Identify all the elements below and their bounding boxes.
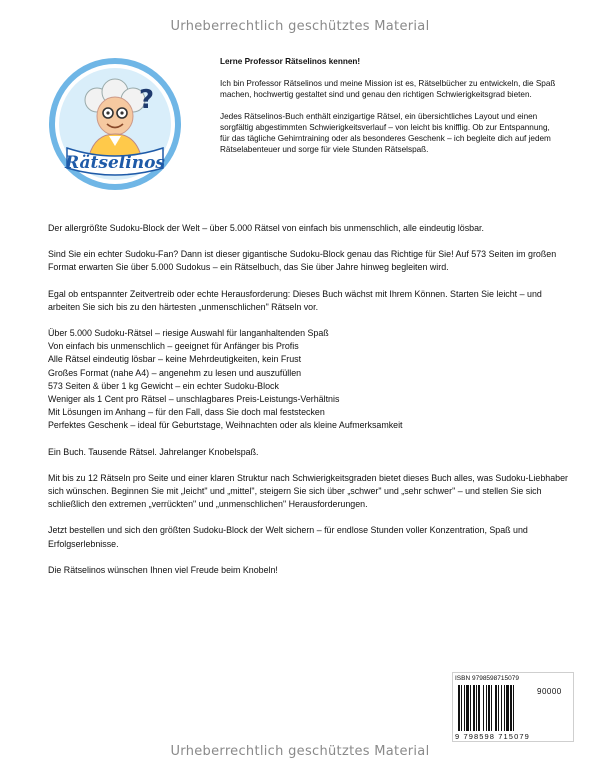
price-code: 90000: [537, 687, 562, 696]
feature-item: Von einfach bis unmenschlich – geeignet für Anfänger bis Profis: [48, 341, 299, 352]
intro-heading: Lerne Professor Rätselinos kennen!: [220, 57, 361, 66]
barcode-bar: [483, 685, 484, 731]
copyright-watermark-top: Urheberrechtlich geschütztes Material: [170, 19, 430, 34]
barcode-bar: [461, 685, 462, 731]
isbn-barcode: [452, 672, 574, 742]
description-paragraph-1: Der allergrößte Sudoku-Block der Welt – über 5.000 Rätsel von einfach bis unmenschlich, alle eindeutig lösbar.: [48, 223, 484, 233]
feature-list: [48, 327, 568, 433]
description-paragraph-5: Mit bis zu 12 Rätseln pro Seite und einer klaren Struktur nach Schwierigkeitsgraden bietet dieses Buch alles, was Sudoku-Liebhaber sich wünschen. Beginnen Sie mit „leicht" und „mittel", steigern Sie sich über „schwer" und „sehr schwer" – und stellen Sie sich schließlich den extremen „verrückten" und „unmenschlichen" Herausforderungen.: [48, 472, 568, 510]
barcode-bar: [506, 685, 509, 731]
feature-item: 573 Seiten & über 1 kg Gewicht – ein echter Sudoku-Block: [48, 380, 279, 391]
description-paragraph-2: Sind Sie ein echter Sudoku-Fan? Dann ist dieser gigantische Sudoku-Block genau das Richtige für Sie! Auf 573 Seiten im großen Format erwarten Sie über 5.000 Sudokus – ein Rätselbuch, das Sie über Jahre hinweg begleiten wird.: [48, 249, 557, 273]
barcode-bar: [504, 685, 505, 731]
isbn-label: ISBN 9798598715079: [455, 675, 519, 682]
svg-text:?: ?: [139, 85, 155, 115]
feature-item: Perfektes Geschenk – ideal für Geburtstage, Weihnachten oder als kleine Aufmerksamkeit: [48, 420, 403, 431]
copyright-watermark-bottom: Urheberrechtlich geschütztes Material: [170, 744, 430, 759]
feature-item: Über 5.000 Sudoku-Rätsel – riesige Auswahl für langanhaltenden Spaß: [48, 328, 329, 339]
feature-item: Großes Format (nahe A4) – angenehm zu lesen und auszufüllen: [48, 367, 302, 378]
barcode-bar: [464, 685, 465, 731]
barcode-bar: [495, 685, 497, 731]
intro-paragraph-2: Jedes Rätselinos-Buch enthält einzigartige Rätsel, ein übersichtliches Layout und einen sorgfältig abgestimmten Schwierigkeitsverlauf – von leicht bis knifflig. Ob zur Entspannung, für das tägliche Gehirntraining oder als besonderes Geschenk – ich begleite dich auf jedem Rätselabenteuer und sorge für viele Stunden Rätselspaß.: [220, 112, 551, 154]
book-description: [48, 222, 568, 590]
barcode-bar: [488, 685, 490, 731]
barcode-bar: [501, 685, 502, 731]
description-paragraph-6: Jetzt bestellen und sich den größten Sudoku-Block der Welt sichern – für endlose Stunden voller Konzentration, Spaß und Erfolgserlebnisse.: [48, 525, 528, 549]
barcode-bar: [478, 685, 480, 731]
barcode-bars: [458, 685, 534, 731]
barcode-bar: [458, 685, 460, 731]
barcode-bar: [498, 685, 499, 731]
barcode-bar: [510, 685, 512, 731]
tagline: Ein Buch. Tausende Rätsel. Jahrelanger Knobelspaß.: [48, 446, 259, 457]
feature-item: Alle Rätsel eindeutig lösbar – keine Mehrdeutigkeiten, kein Frust: [48, 354, 302, 365]
barcode-bar: [470, 685, 471, 731]
feature-item: Mit Lösungen im Anhang – für den Fall, dass Sie doch mal feststecken: [48, 407, 325, 418]
barcode-digits: 9 798598 715079: [455, 732, 530, 741]
barcode-bar: [466, 685, 469, 731]
barcode-bar: [491, 685, 492, 731]
barcode-bar: [476, 685, 477, 731]
feature-item: Weniger als 1 Cent pro Rätsel – unschlagbares Preis-Leistungs-Verhältnis: [48, 394, 340, 405]
logo-wordmark: Rätselinos: [65, 153, 165, 173]
barcode-bar: [486, 685, 487, 731]
barcode-bar: [513, 685, 514, 731]
intro-block: [220, 56, 560, 166]
closing-line: Die Rätselinos wünschen Ihnen viel Freude beim Knobeln!: [48, 564, 278, 575]
intro-paragraph-1: Ich bin Professor Rätselinos und meine Mission ist es, Rätselbücher zu entwickeln, die Spaß machen, hochwertig gestaltet sind und genau den richtigen Schwierigkeitsgrad bieten.: [220, 79, 556, 99]
ratselinos-logo: [47, 56, 183, 192]
description-paragraph-3: Egal ob entspannter Zeitvertreib oder echte Herausforderung: Dieses Buch wächst mit Ihrem Können. Starten Sie leicht – und arbeiten Sie sich bis zu den härtesten „unmenschlichen" Rätseln vor.: [48, 288, 542, 312]
barcode-bar: [473, 685, 475, 731]
